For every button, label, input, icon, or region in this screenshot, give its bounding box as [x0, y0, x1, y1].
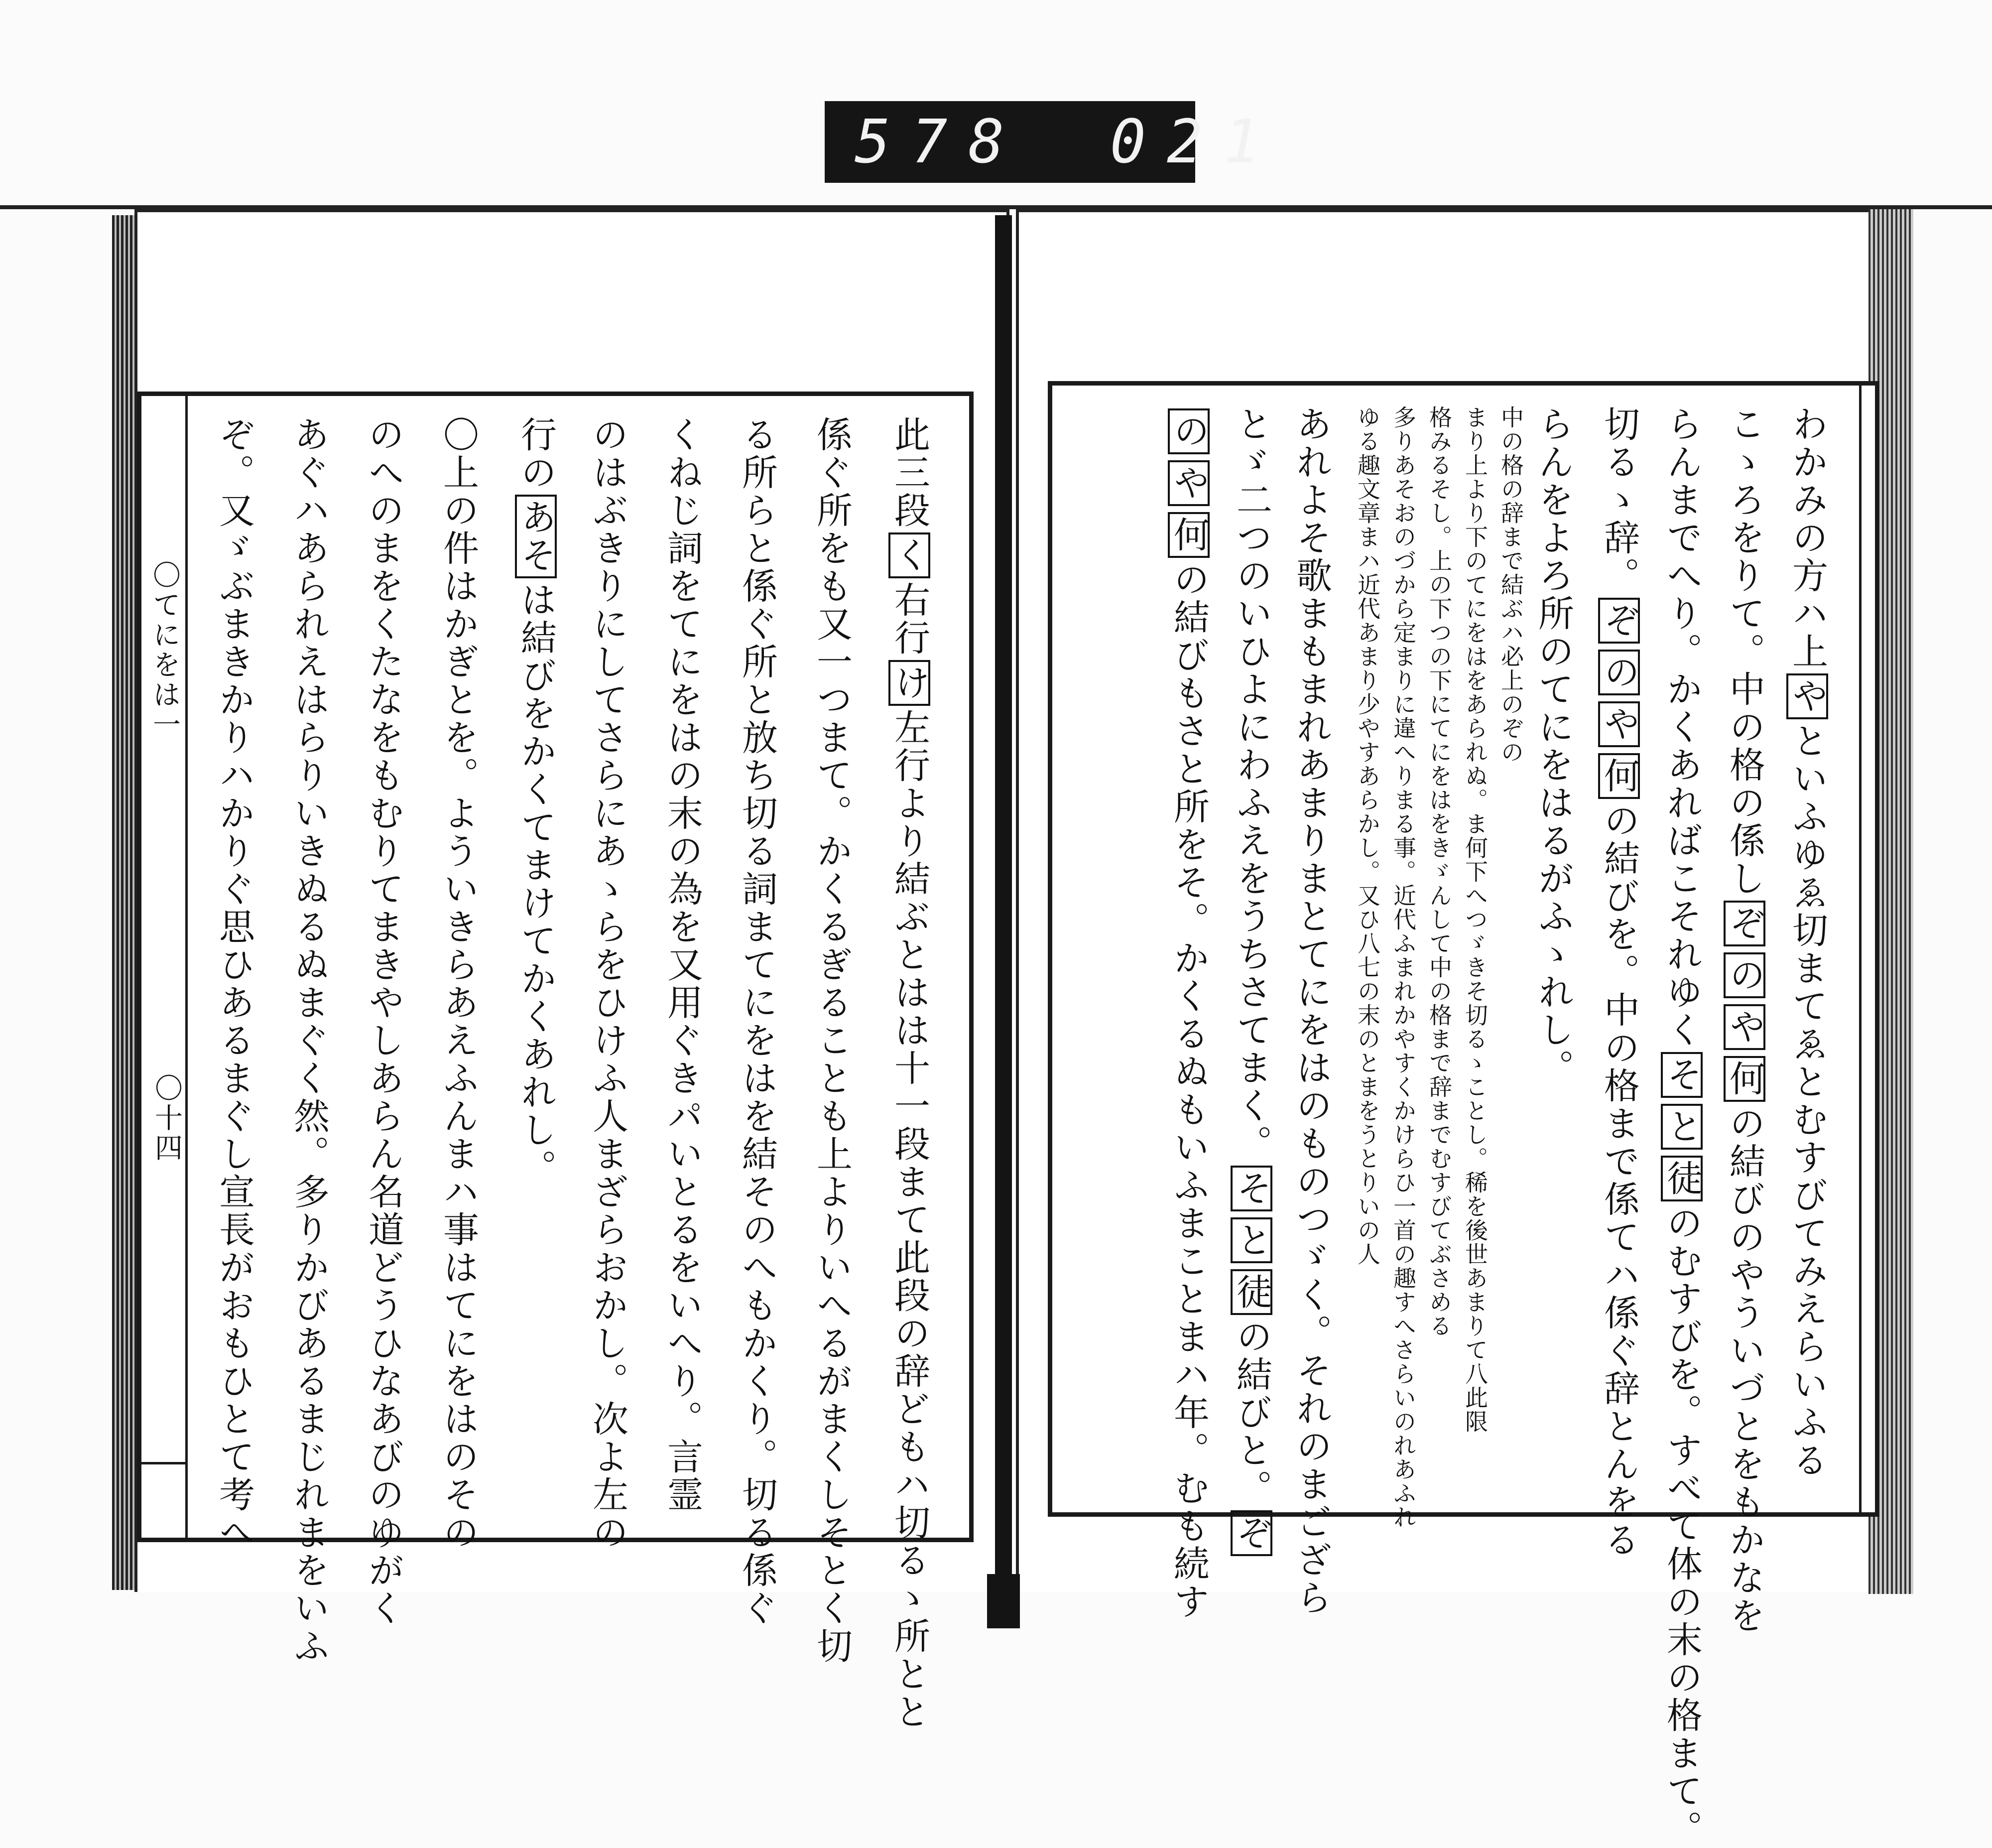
right-page-column-6 [1499, 405, 1522, 764]
text-run: る所らと係ぐ所と放ち切る詞まてにをはを結そのへもかくり。切る係ぐ [736, 416, 778, 1627]
right-page-column-12 [1231, 405, 1272, 1552]
right-page-column-10 [1356, 405, 1379, 1266]
right-page-column-13 [1168, 405, 1210, 1621]
text-run: 係 [1724, 822, 1765, 860]
text-run: あぐハあられえはらりいきぬるぬまぐく然。多りかびあるまじれまをいふ [288, 416, 330, 1665]
boxed-particle: や [1724, 1004, 1765, 1050]
boxed-particle: と [1231, 1217, 1272, 1263]
boxed-particle: そ [1661, 1052, 1703, 1098]
spine-foot [987, 1574, 1020, 1628]
boxed-particle: 何 [1168, 512, 1210, 558]
right-page-column-1 [1786, 405, 1828, 1479]
boxed-particle: 何 [1598, 753, 1640, 799]
book-spine [995, 215, 1012, 1628]
text-run: まり上より [1462, 405, 1489, 525]
left-page-column-2 [811, 416, 853, 1665]
right-page-column-4 [1598, 405, 1640, 1559]
text-run: こゝろをりて。中の [1724, 405, 1765, 746]
right-page-column-9 [1390, 405, 1417, 1529]
right-page-column-3 [1661, 405, 1703, 1848]
text-run: の [1724, 784, 1765, 822]
boxed-particle: あそ [515, 495, 557, 578]
call-number-right: 021 [1110, 107, 1281, 177]
text-run: 下 [1462, 525, 1489, 549]
text-run: わかみの方ハ上 [1786, 405, 1828, 670]
left-page-column-9 [288, 416, 330, 1665]
right-text-frame [1048, 381, 1879, 1848]
boxed-particle: く [888, 532, 930, 578]
text-run: らんをよろ [1532, 405, 1574, 595]
text-run: の結びのやういづとをもかなを [1724, 1105, 1765, 1635]
boxed-particle: ぞ [1231, 1510, 1272, 1556]
left-page-column-6 [515, 416, 557, 1187]
text-run: ゆる趣文章まハ近代あまり少やすあらかし。又ひ八七の末のとまをうとりいの人 [1354, 405, 1381, 1266]
boxed-particle: ぞ [1598, 598, 1640, 644]
text-run: 行の [515, 416, 557, 492]
text-run: のはぶきりにしてさらにあゝらをひけふ人まざらおかし。次よ左の [587, 416, 628, 1552]
text-run: 多りあそおのづから定まりに違へりまる事。近代ふまれかやすくかけらひ一首の趣すへさらいのれあふれ [1390, 405, 1417, 1529]
text-run: 格みるそし。上の下つの [1426, 405, 1453, 668]
left-page-column-4 [661, 416, 703, 1514]
text-run: 〇上の件はかぎとを。よういきらあえふんまハ事はてにをはのその [437, 416, 479, 1552]
boxed-particle: や [1168, 460, 1210, 506]
boxed-particle: や [1786, 673, 1828, 719]
text-run: 下 [1426, 668, 1453, 692]
text-run: といふゆゑ切まてゑとむすびてみえらいふる [1786, 722, 1828, 1479]
text-run: 言霊 [661, 1438, 703, 1514]
boxed-particle: の [1724, 952, 1765, 998]
left-page-column-3 [736, 416, 778, 1627]
right-page-column-5 [1532, 405, 1574, 1087]
text-run: の結びと。 [1231, 1318, 1272, 1507]
text-run: のてにをはるがふゝれし。 [1532, 633, 1574, 1087]
boxed-particle: 徒 [1661, 1156, 1703, 1201]
text-run: のてにをはをあられぬ。ま何下へつゞきそ切るゝことし。稀を後世あまりて八此限 [1462, 549, 1489, 1434]
text-run: 所 [1532, 595, 1574, 633]
boxed-particle: と [1661, 1104, 1703, 1150]
text-run: くねじ詞をてにをはの末の為を又用ぐきパいとるをいへり。 [661, 416, 703, 1438]
text-run: 右行 [888, 581, 930, 657]
boxed-particle: 何 [1724, 1056, 1765, 1102]
right-page-column-2 [1724, 405, 1765, 1635]
text-run: のむすびを。すべて体の末の格まて。 [1661, 1204, 1703, 1848]
folio-number: 〇十四 [150, 1073, 183, 1163]
text-run: 係ぐ所をも又一つまて。かくるぎることも上よりいへるがまくしそとく切 [811, 416, 853, 1665]
text-run: 格 [1724, 746, 1765, 784]
left-page-column-10 [213, 416, 255, 1552]
text-run: 左行より結ぶとはは十一段まて此段の辞どもハ切るゝ所とと [888, 709, 930, 1731]
right-page-column-7 [1464, 405, 1487, 1434]
text-run: 切るゝ辞。 [1598, 405, 1640, 595]
text-run: は結びをかくてまけてかくあれし。 [515, 581, 557, 1187]
left-page-column-1 [888, 416, 930, 1731]
text-run: 此三段 [888, 416, 930, 529]
text-run: とゞ二つのいひよにわふえをうちさてまく。 [1231, 405, 1272, 1163]
boxed-particle: け [888, 660, 930, 706]
margin-title: 〇てにをは一 [148, 560, 181, 740]
margin-foot-rule [141, 1462, 185, 1464]
text-run: 中の格の辞まで結ぶハ必上のぞの [1497, 405, 1524, 764]
boxed-particle: の [1168, 408, 1210, 454]
boxed-particle: 徒 [1231, 1269, 1272, 1315]
text-run: ぞ。又ゞぶまきかりハかりぐ思ひあるまぐし宣長がおもひとて考へ [213, 416, 255, 1552]
text-run: のへのまをくたなをもむりてまきやしあらん名道どうひなあびのゆがく [363, 416, 404, 1627]
boxed-particle: ぞ [1724, 901, 1765, 946]
right-inner-rule [1859, 386, 1862, 1512]
text-run: らんまでへり。かくあればこそれゆく [1661, 405, 1703, 1049]
text-run: し [1724, 860, 1765, 898]
right-page-column-8 [1428, 405, 1451, 1338]
right-page-column-11 [1290, 405, 1332, 1617]
top-rule [0, 205, 1992, 209]
call-number-label [825, 101, 1281, 183]
text-run: の結びを。中の格まで係てハ係ぐ辞とんをる [1598, 802, 1640, 1559]
left-text-frame [137, 392, 974, 1731]
text-run: あれよそ歌まもまれあまりまとてにをはのものつゞく。それのまござら [1290, 405, 1332, 1617]
call-number-left: 578 [855, 107, 1025, 177]
left-page-column-8 [363, 416, 404, 1627]
boxed-particle: の [1598, 650, 1640, 695]
left-page-column-5 [587, 416, 628, 1552]
text-run: にてにをはをきゞんして中の格まで辞までむすびてぶさめる [1426, 692, 1453, 1338]
boxed-particle: そ [1231, 1166, 1272, 1211]
boxed-particle: や [1598, 701, 1640, 747]
text-run: の結びもさと所をそ。かくるぬもいふまことまハ年。むも続す [1168, 561, 1210, 1621]
margin-rule [185, 396, 188, 1538]
left-page-column-7 [437, 416, 479, 1552]
